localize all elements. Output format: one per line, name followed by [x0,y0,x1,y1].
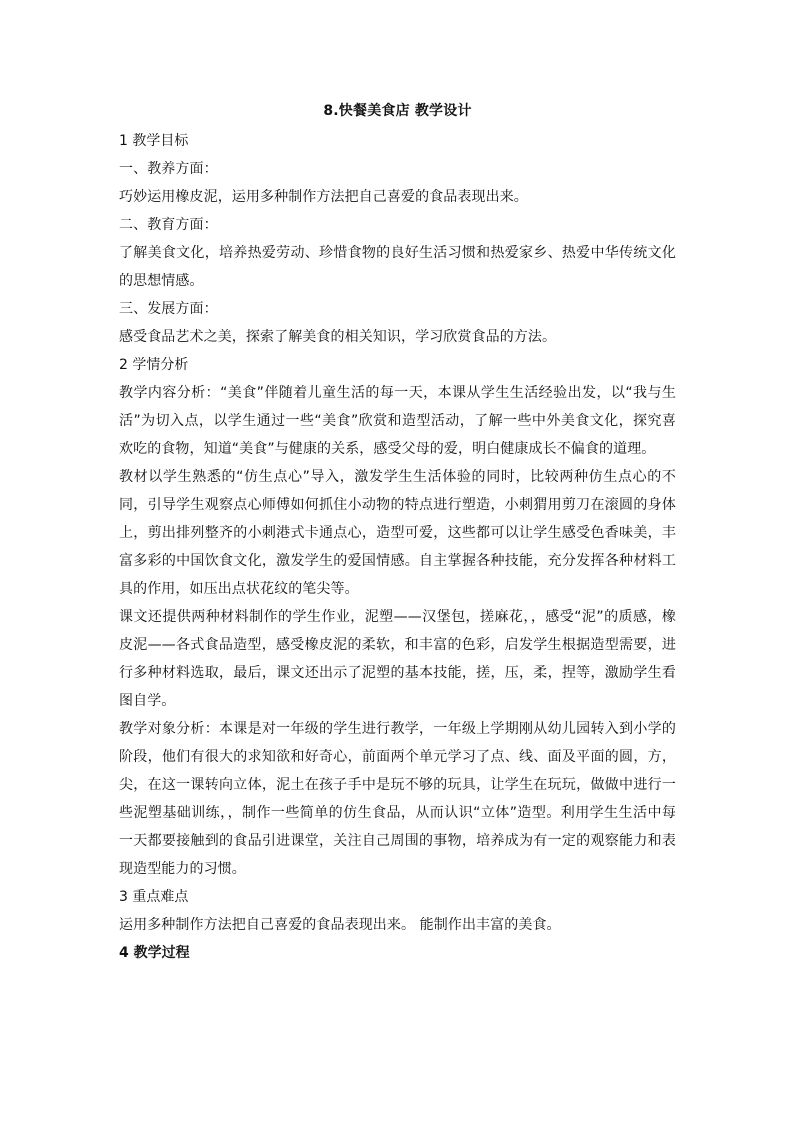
section-heading-objectives: 1 教学目标 [119,133,189,149]
subheading-cultivation: 一、教养方面： [119,161,218,177]
paragraph-cultivation: 巧妙运用橡皮泥，运用多种制作方法把自己喜爱的食品表现出来。 [119,189,528,205]
document-title: 8.快餐美食店 教学设计 [323,103,472,119]
paragraph-target-analysis: 教学对象分析：本课是对一年级的学生进行教学，一年级上学期刚从幼儿园转入到小学的阶段，他们有很大的求知欲和好奇心，前面两个单元学习了点、线、面及平面的圆，方，尖，在这一课转向立体，泥土在孩子手中是玩不够的玩具，让学生在玩玩，做做中进行一些泥塑基础训练，，制作一些简单的仿生食品，从而认识“立体”造型。利用学生生活中每一天都要接触到的食品引进课堂，关注自己周围的事物，培养成为有一定的观察能力和表现造型能力的习惯。 [119,721,676,877]
paragraph-textbook: 教材以学生熟悉的“仿生点心”导入，激发学生生活体验的同时，比较两种仿生点心的不同，引导学生观察点心师傅如何抓住小动物的特点进行塑造，小刺猬用剪刀在滚圆的身体上，剪出排列整齐的小刺港式卡通点心，造型可爱，这些都可以让学生感受色香味美，丰富多彩的中国饮食文化，激发学生的爱国情感。自主掌握各种技能，充分发挥各种材料工具的作用，如压出点状花纹的笔尖等。 [119,469,676,597]
subheading-development: 三、发展方面： [119,301,218,317]
section-heading-analysis: 2 学情分析 [119,357,189,373]
subheading-education: 二、教育方面： [119,217,218,233]
paragraph-student-work: 课文还提供两种材料制作的学生作业，泥塑——汉堡包，搓麻花，，感受“泥”的质感，橡皮泥——各式食品造型，感受橡皮泥的柔软，和丰富的色彩，启发学生根据造型需要，进行多种材料选取，最后，课文还出示了泥塑的基本技能，搓，压，柔，捏等，激励学生看图自学。 [119,609,676,709]
section-heading-key-points: 3 重点难点 [119,889,189,905]
paragraph-development: 感受食品艺术之美，探索了解美食的相关知识，学习欣赏食品的方法。 [119,329,557,345]
paragraph-content-analysis: 教学内容分析：“美食”伴随着儿童生活的每一天，本课从学生生活经验出发，以“我与生活”为切入点，以学生通过一些“美食”欣赏和造型活动，了解一些中外美食文化，探究喜欢吃的食物，知道“美食”与健康的关系，感受父母的爱，明白健康成长不偏食的道理。 [119,385,676,457]
document-page [119,101,676,967]
section-heading-process: 4 教学过程 [119,945,190,961]
paragraph-key-points: 运用多种制作方法把自己喜爱的食品表现出来。 能制作出丰富的美食。 [119,917,561,933]
paragraph-education: 了解美食文化，培养热爱劳动、珍惜食物的良好生活习惯和热爱家乡、热爱中华传统文化的思想情感。 [119,245,676,289]
